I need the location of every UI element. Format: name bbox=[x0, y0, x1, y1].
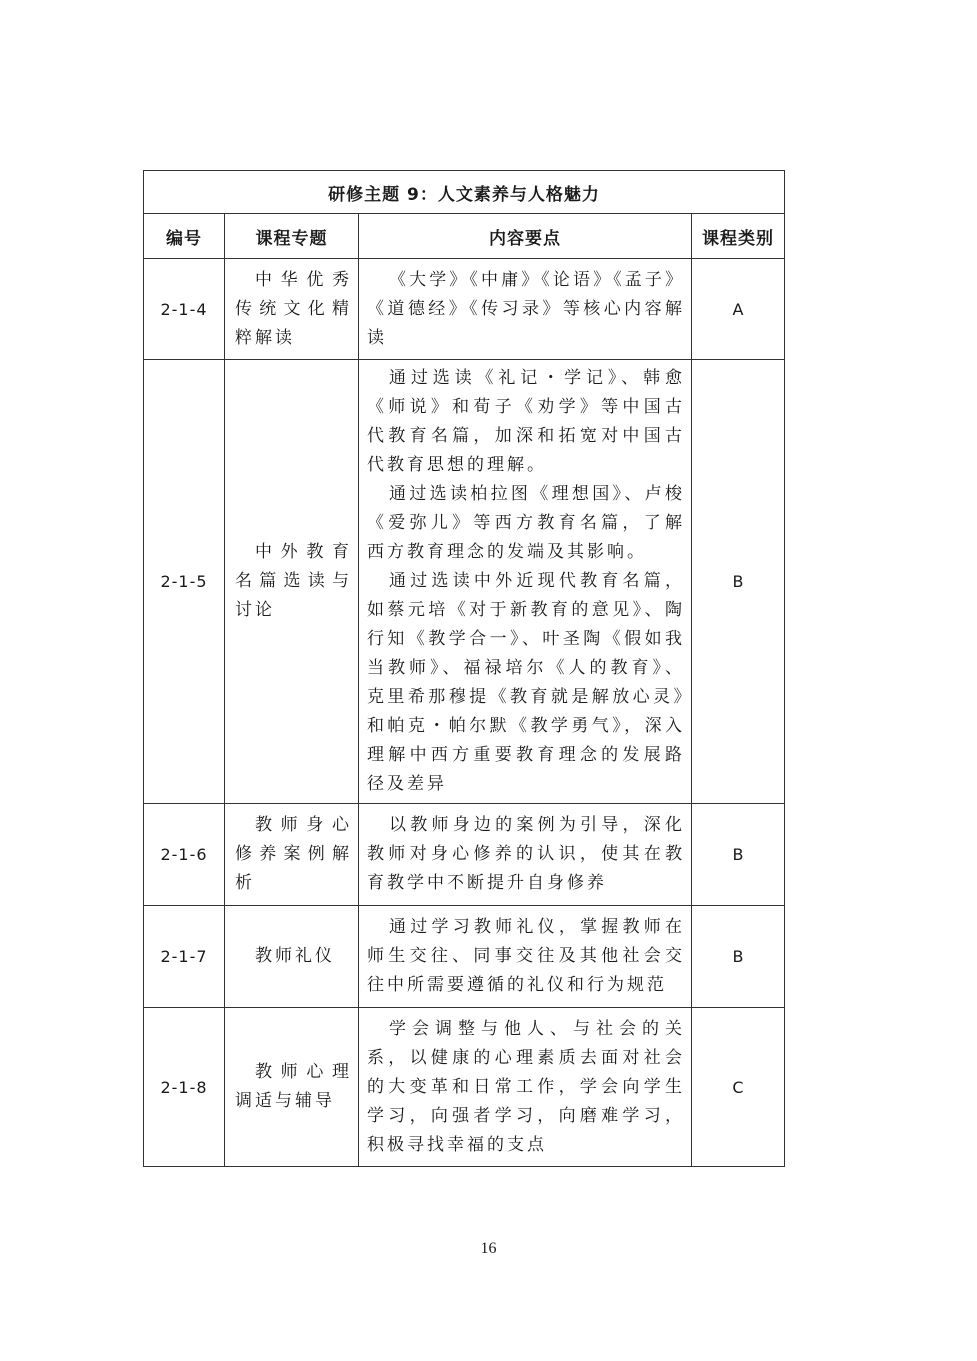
course-content bbox=[359, 259, 692, 360]
course-table bbox=[143, 170, 785, 1167]
course-topic: 中华优秀传统文化精粹解读 bbox=[225, 259, 359, 360]
course-code: 2-1-8 bbox=[144, 1008, 225, 1167]
content-paragraph: 通过学习教师礼仪，掌握教师在师生交往、同事交往及其他社会交往中所需要遵循的礼仪和行为规范 bbox=[367, 917, 685, 995]
table-title: 研修主题 9：人文素养与人格魅力 bbox=[144, 171, 785, 214]
course-content bbox=[359, 1008, 692, 1167]
course-topic: 中外教育名篇选读与讨论 bbox=[225, 360, 359, 804]
table-title-row bbox=[144, 171, 785, 214]
course-code: 2-1-7 bbox=[144, 906, 225, 1008]
course-type: A bbox=[692, 259, 785, 360]
content-paragraph: 通过选读《礼记・学记》、韩愈《师说》和荀子《劝学》等中国古代教育名篇，加深和拓宽对中国古代教育思想的理解。 bbox=[367, 368, 685, 475]
course-type: B bbox=[692, 906, 785, 1008]
table-header-row bbox=[144, 214, 785, 259]
header-type: 课程类别 bbox=[692, 214, 785, 259]
course-type: B bbox=[692, 804, 785, 906]
table-row bbox=[144, 804, 785, 906]
content-paragraph: 学会调整与他人、与社会的关系，以健康的心理素质去面对社会的大变革和日常工作，学会向学生学习，向强者学习，向磨难学习，积极寻找幸福的支点 bbox=[367, 1018, 685, 1155]
course-content bbox=[359, 804, 692, 906]
course-code: 2-1-4 bbox=[144, 259, 225, 360]
course-code: 2-1-6 bbox=[144, 804, 225, 906]
header-code: 编号 bbox=[144, 214, 225, 259]
course-type: B bbox=[692, 360, 785, 804]
table-row bbox=[144, 259, 785, 360]
course-topic: 教师礼仪 bbox=[225, 906, 359, 1008]
table-row bbox=[144, 1008, 785, 1167]
course-code: 2-1-5 bbox=[144, 360, 225, 804]
course-topic: 教师身心修养案例解析 bbox=[225, 804, 359, 906]
content-paragraph: 通过选读柏拉图《理想国》、卢梭《爱弥儿》等西方教育名篇，了解西方教育理念的发端及其影响。 bbox=[367, 484, 685, 562]
table-row bbox=[144, 360, 785, 804]
table-row bbox=[144, 906, 785, 1008]
content-paragraph: 《大学》《中庸》《论语》《孟子》《道德经》《传习录》等核心内容解读 bbox=[367, 269, 685, 348]
header-topic: 课程专题 bbox=[225, 214, 359, 259]
content-paragraph: 通过选读中外近现代教育名篇，如蔡元培《对于新教育的意见》、陶行知《教学合一》、叶圣陶《假如我当教师》、福禄培尔《人的教育》、克里希那穆提《教育就是解放心灵》和帕克・帕尔默《教学勇气》，深入理解中西方重要教育理念的发展路径及差异 bbox=[367, 571, 685, 794]
course-content bbox=[359, 360, 692, 804]
content-paragraph: 以教师身边的案例为引导，深化教师对身心修养的认识，使其在教育教学中不断提升自身修养 bbox=[367, 815, 685, 893]
course-topic: 教师心理调适与辅导 bbox=[225, 1008, 359, 1167]
page-number: 16 bbox=[480, 1240, 497, 1257]
header-content: 内容要点 bbox=[359, 214, 692, 259]
course-content bbox=[359, 906, 692, 1008]
course-type: C bbox=[692, 1008, 785, 1167]
